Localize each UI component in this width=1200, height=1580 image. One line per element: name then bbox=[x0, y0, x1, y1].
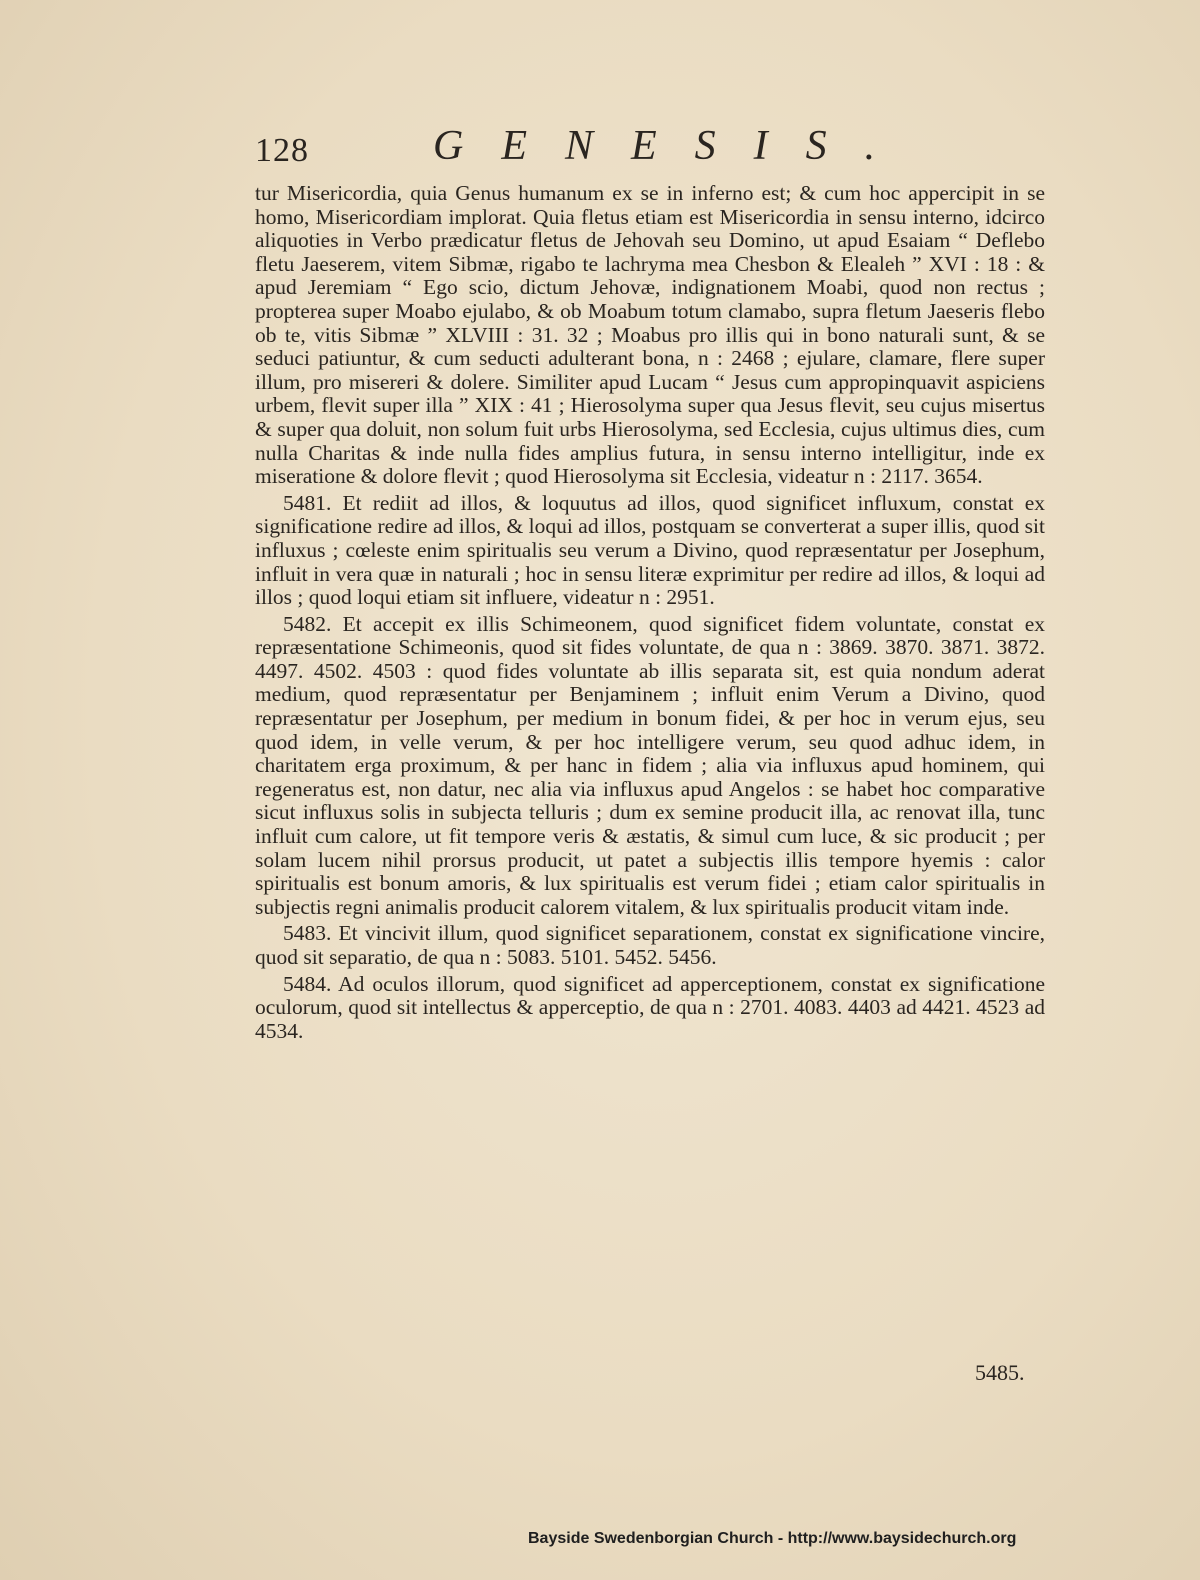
page-number: 128 bbox=[255, 132, 309, 169]
paragraph-5483: 5483. Et vincivit illum, quod significet separationem, constat ex significatione vincire, quod sit separatio, de qua n : 5083. 5101. 5452. 5456. bbox=[255, 921, 1045, 969]
paragraph-5482: 5482. Et accepit ex illis Schimeonem, quod significet fidem voluntate, constat ex repræsentatione Schimeonis, quod sit fides voluntate, de qua n : 3869. 3870. 3871. 3872. 4497. 4502. 4503 : quod fides voluntate ab illis separata sit, est quia nondum aderat medium, quod repræsentatur per Benjaminem ; influit enim Verum a Divino, quod repræsentatur per Josephum, per medium in bonum fidei, & per hoc in verum ejus, seu quod idem, in velle verum, & per hoc intelligere verum, seu quod adhuc idem, in charitatem erga proximum, & per hanc in fidem ; alia via influxus apud hominem, qui regeneratus est, non datur, nec alia via influxus apud Angelos : se habet hoc comparative sicut influxus solis in subjecta telluris ; dum ex semine producit illa, ac renovat illa, tunc influit cum calore, ut fit tempore veris & æstatis, & simul cum luce, & sic producit ; per solam lucem nihil prorsus producit, ut patet a subjectis illis tempore hyemis : calor spiritualis est bonum amoris, & lux spiritualis est verum fidei ; etiam calor spiritualis in subjectis regni animalis producit calorem vitalem, & lux spiritualis producit vitam inde. bbox=[255, 611, 1045, 919]
running-title: GENESIS. bbox=[433, 123, 914, 169]
paragraph-5484: 5484. Ad oculos illorum, quod significet ad apperceptionem, constat ex significatione oculorum, quod sit intellectus & apperceptio, de qua n : 2701. 4083. 4403 ad 4421. 4523 ad 4534. bbox=[255, 971, 1045, 1043]
paragraph-continuation: tur Misericordia, quia Genus humanum ex se in inferno est; & cum hoc appercipit in se homo, Misericordiam implorat. Quia fletus etiam est Misericordia in sensu interno, idcirco aliquoties in Verbo prædicatur fletus de Jehovah seu Domino, ut apud Esaiam “ Deflebo fletu Jaeserem, vitem Sibmæ, rigabo te lachryma mea Chesbon & Elealeh ” XVI : 18 : & apud Jeremiam “ Ego scio, dictum Jehovæ, indignationem Moabi, quod non rectus ; propterea super Moabo ejulabo, & ob Moabum totum clamabo, supra fletum Jaeseris flebo ob te, vitis Sibmæ ” XLVIII : 31. 32 ; Moabus pro illis qui in bono naturali sunt, & se seduci patiuntur, & cum seducti adulterant bona, n : 2468 ; ejulare, clamare, flere super illum, pro misereri & dolere. Similiter apud Lucam “ Jesus cum appropinquavit aspiciens urbem, flevit super illa ” XIX : 41 ; Hierosolyma super qua Jesus flevit, seu cujus misertus & super qua doluit, non solum fuit urbs Hierosolyma, sed Ecclesia, cujus ultimus dies, cum nulla Charitas & inde nulla fides amplius futura, in sensu interno intelligitur, inde ex miseratione & dolore flevit ; quod Hierosolyma sit Ecclesia, videatur n : 2117. 3654. bbox=[255, 181, 1045, 489]
paragraph-5481: 5481. Et rediit ad illos, & loquutus ad illos, quod significet influxum, constat ex significatione redire ad illos, & loqui ad illos, postquam se converterat a super illis, quod sit influxus ; cœleste enim spiritualis seu verum a Divino, quod repræsentatur per Josephum, influit in vera quæ in naturali ; hoc in sensu literæ exprimitur per redire ad illos, & loqui ad illos ; quod loqui etiam sit influere, videatur n : 2951. bbox=[255, 490, 1045, 610]
page-header bbox=[255, 118, 1045, 178]
catchword: 5485. bbox=[975, 1360, 1025, 1385]
body-text bbox=[255, 182, 1045, 1046]
footer-credit: Bayside Swedenborgian Church - http://www.baysidechurch.org bbox=[528, 1530, 1017, 1547]
